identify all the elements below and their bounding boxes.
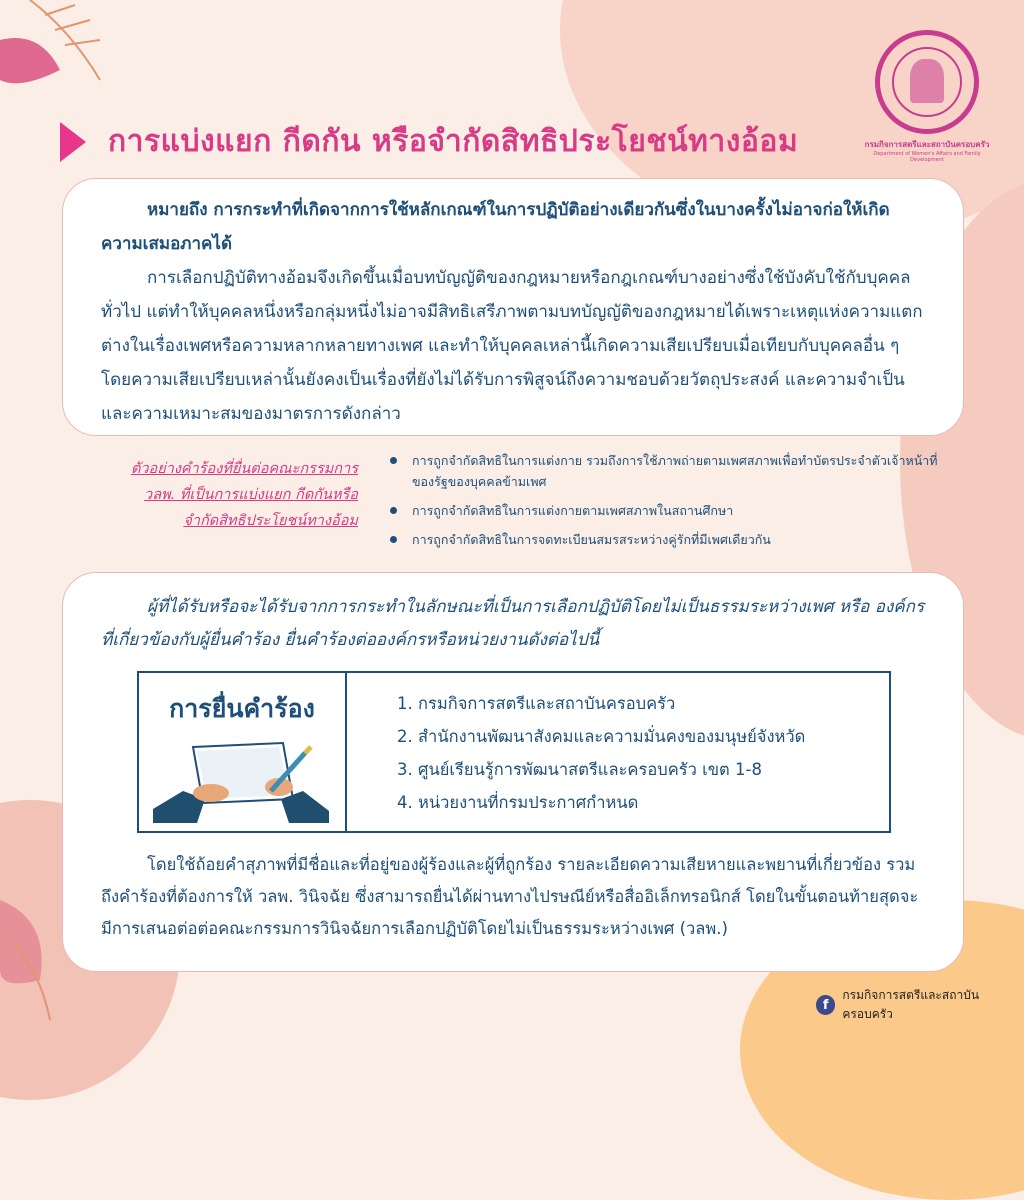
logo [862,30,992,163]
title-row [60,118,798,165]
list-item: 1. กรมกิจการสตรีและสถาบันครอบครัว [397,694,676,713]
writing-hands-icon [153,739,329,825]
department-seal-icon [875,30,979,134]
definition-card [62,178,964,436]
page-title: การแบ่งแยก กีดกัน หรือจำกัดสิทธิประโยชน์ทางอ้อม [108,124,799,159]
definition-heading: หมายถึง การกระทำที่เกิดจากการใช้หลักเกณฑ์ในการปฏิบัติอย่างเดียวกันซึ่งในบางครั้งไม่อาจก่อให้เกิดความเสมอภาคได้ [101,200,890,254]
facebook-icon: f [816,995,835,1015]
list-item: การถูกจำกัดสิทธิในการแต่งกายตามเพศสภาพในสถานศึกษา [388,500,948,521]
definition-body: การเลือกปฏิบัติทางอ้อมจึงเกิดขึ้นเมื่อบทบัญญัติของกฎหมายหรือกฎเกณฑ์บางอย่างซึ่งใช้บังคับใช้กับบุคคลทั่วไป แต่ทำให้บุคคลหนึ่งหรือกลุ่มหนึ่งไม่อาจมีสิทธิเสรีภาพตามบทบัญญัติของกฎหมายได้เพราะเหตุแห่งความแตกต่างในเรื่องเพศหรือความหลากหลายทางเพศ และทำให้บุคคลเหล่านี้เกิดความเสียเปรียบเมื่อเทียบกับบุคคลอื่น ๆ โดยความเสียเปรียบเหล่านั้นยังคงเป็นเรื่องที่ยังไม่ได้รับการพิสูจน์ถึงความชอบด้วยวัตถุประสงค์ และความจำเป็นและความเหมาะสมของมาตรการดังกล่าว [101,268,923,424]
complaint-card [62,572,964,972]
complaint-box [137,671,891,833]
complaint-box-left [139,673,347,831]
complaint-outro: โดยใช้ถ้อยคำสุภาพที่มีชื่อและที่อยู่ของผู้ร้องและผู้ที่ถูกร้อง รายละเอียดความเสียหายและพยานที่เกี่ยวข้อง รวมถึงคำร้องที่ต้องการให้ วลพ. วินิจฉัย ซึ่งสามารถยื่นได้ผ่านทางไปรษณีย์หรือสื่ออิเล็กทรอนิกส์ โดยในขั้นตอนท้ายสุดจะมีการเสนอต่อต่อคณะกรรมการวินิจฉัยการเลือกปฏิบัติโดยไม่เป็นธรรมระหว่างเพศ (วลพ.) [101,855,919,938]
examples-label-line: ตัวอย่างคำร้องที่ยื่นต่อคณะกรรมการ [130,461,358,477]
logo-name-en: Department of Women's Affairs and Family Development [873,151,981,163]
logo-name-th: กรมกิจการสตรีและสถาบันครอบครัว [864,140,990,149]
examples-list [388,450,948,558]
complaint-box-right [347,673,805,831]
leaf-decoration-top-left [0,0,120,110]
facebook-page-name: กรมกิจการสตรีและสถาบันครอบครัว [842,988,980,1021]
list-item: การถูกจำกัดสิทธิในการแต่งกาย รวมถึงการใช้ภาพถ่ายตามเพศสภาพเพื่อทำบัตรประจำตัวเจ้าหน้าที่ของรัฐของบุคคลข้ามเพศ [388,450,948,492]
list-item: 4. หน่วยงานที่กรมประกาศกำหนด [397,793,639,812]
list-item: 3. ศูนย์เรียนรู้การพัฒนาสตรีและครอบครัว เขต 1-8 [397,760,762,779]
list-item: การถูกจำกัดสิทธิในการจดทะเบียนสมรสระหว่างคู่รักที่มีเพศเดียวกัน [388,529,948,550]
examples-label-line: วลพ. ที่เป็นการแบ่งแยก กีดกันหรือ [144,487,358,503]
agency-list [397,687,805,819]
play-triangle-icon [60,122,86,162]
complaint-intro: ผู้ที่ได้รับหรือจะได้รับจากการกระทำในลักษณะที่เป็นการเลือกปฏิบัติโดยไม่เป็นธรรมระหว่างเพศ หรือ องค์กรที่เกี่ยวข้องกับผู้ยื่นคำร้อง ยื่นคำร้องต่อองค์กรหรือหน่วยงานดังต่อไปนี้ [101,597,925,650]
examples-label-line: จำกัดสิทธิประโยชน์ทางอ้อม [183,513,358,529]
complaint-box-title: การยื่นคำร้อง [169,694,315,723]
facebook-page-link[interactable] [816,986,1024,1024]
list-item: 2. สำนักงานพัฒนาสังคมและความมั่นคงของมนุษย์จังหวัด [397,727,806,746]
examples-label [88,456,358,534]
